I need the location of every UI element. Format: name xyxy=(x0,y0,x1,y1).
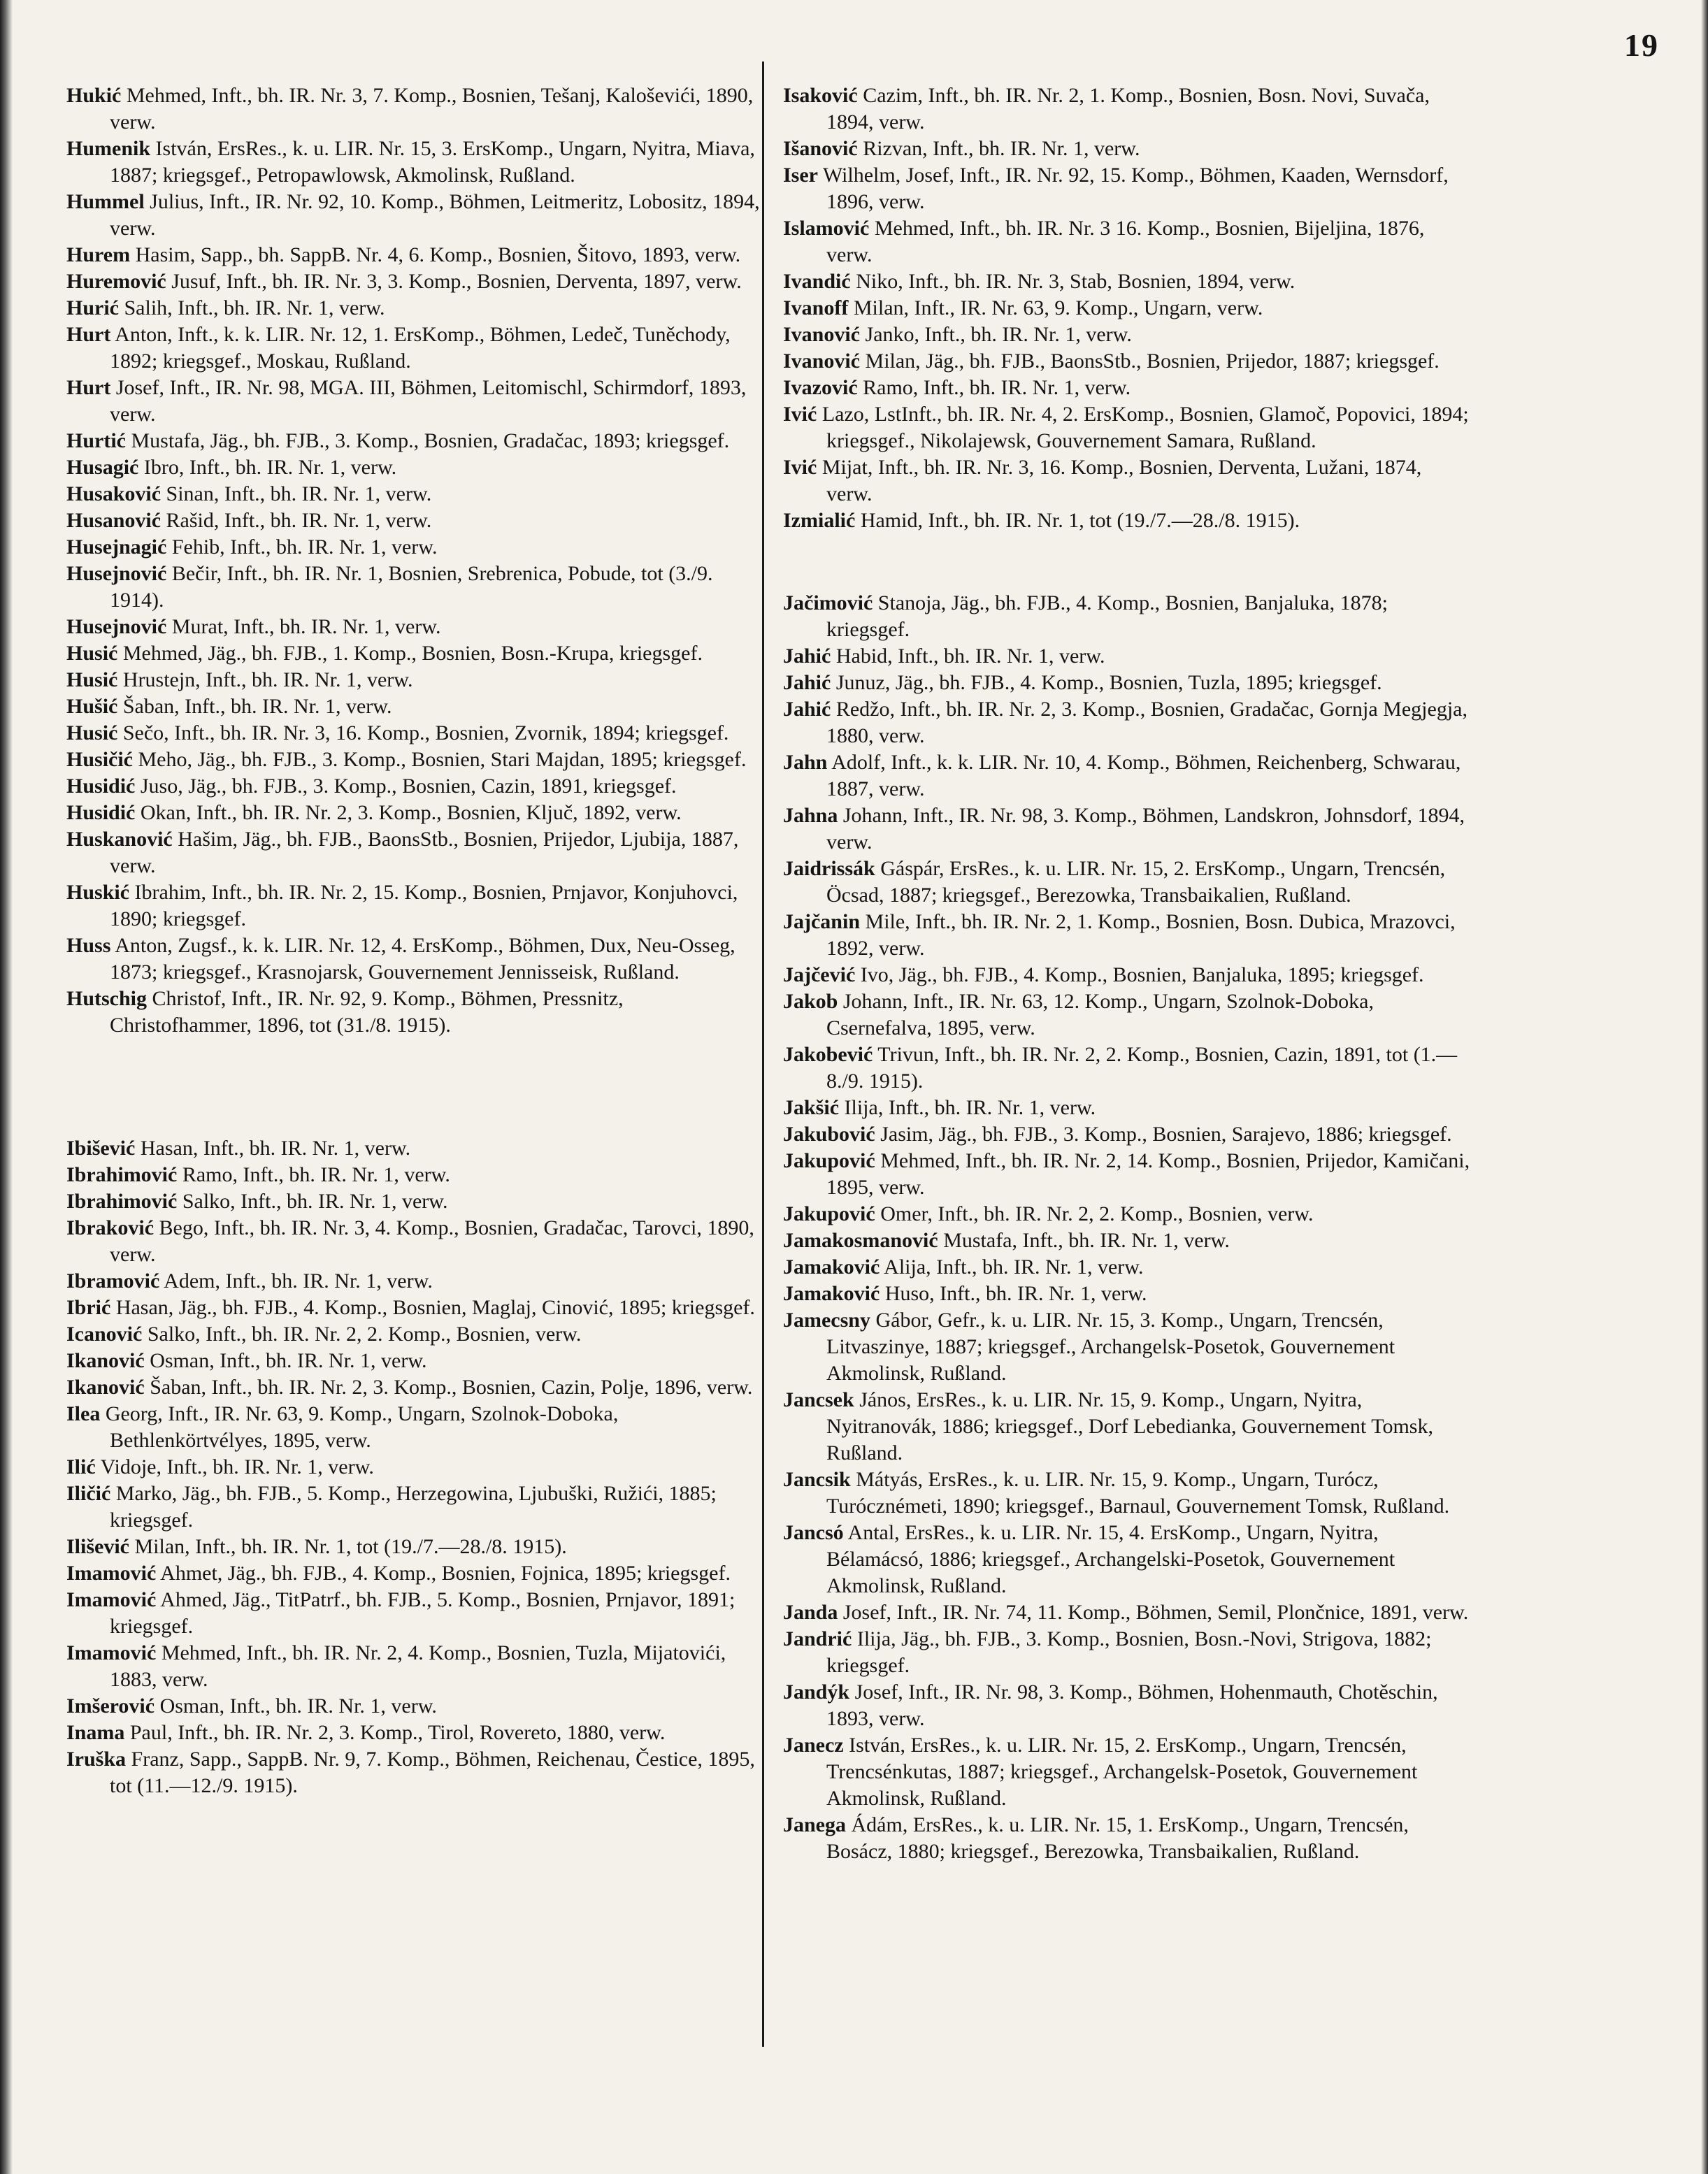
entry-details: Stanoja, Jäg., bh. FJB., 4. Komp., Bosnien, Banjaluka, 1878; kriegsgef. xyxy=(826,591,1388,641)
list-item xyxy=(66,1188,766,1215)
list-item xyxy=(783,1812,1472,1865)
entry-details: Hasan, Jäg., bh. FJB., 4. Komp., Bosnien, Maglaj, Cinović, 1895; kriegsgef. xyxy=(110,1296,755,1319)
list-item xyxy=(783,82,1472,136)
entry-details: Okan, Inft., bh. IR. Nr. 2, 3. Komp., Bosnien, Ključ, 1892, verw. xyxy=(135,801,682,824)
list-item xyxy=(66,667,766,693)
entry-surname: Islamović xyxy=(783,217,870,240)
list-item xyxy=(783,802,1472,856)
entry-surname: Ibraković xyxy=(66,1216,155,1239)
left-entries-h xyxy=(66,82,766,1039)
list-item xyxy=(66,375,766,428)
list-item xyxy=(783,268,1472,295)
list-item xyxy=(783,1599,1472,1626)
entry-details: Georg, Inft., IR. Nr. 63, 9. Komp., Ungarn, Szolnok-Doboka, Bethlenkörtvélyes, 1895, verw. xyxy=(100,1402,619,1452)
entry-surname: Ilić xyxy=(66,1455,96,1478)
entry-surname: Husejnović xyxy=(66,615,167,638)
entry-details: Ahmed, Jäg., TitPatrf., bh. FJB., 5. Komp., Bosnien, Prnjavor, 1891; kriegsgef. xyxy=(110,1588,735,1638)
entry-surname: Jahić xyxy=(783,698,831,721)
list-item xyxy=(783,322,1472,348)
entry-surname: Jamakosmanović xyxy=(783,1229,938,1252)
list-item xyxy=(66,1481,766,1534)
entry-details: Rašid, Inft., bh. IR. Nr. 1, verw. xyxy=(161,509,432,532)
entry-surname: Jakupović xyxy=(783,1202,875,1225)
list-item xyxy=(783,643,1472,670)
entry-surname: Jahna xyxy=(783,804,838,827)
entry-surname: Husidić xyxy=(66,801,136,824)
entry-details: Ádám, ErsRes., k. u. LIR. Nr. 15, 1. ErsKomp., Ungarn, Trencsén, Bosácz, 1880; kriegsgef., Berezowka, Transbaikalien, Rußland. xyxy=(826,1813,1409,1863)
entry-details: Hašim, Jäg., bh. FJB., BaonsStb., Bosnien, Prijedor, Ljubija, 1887, verw. xyxy=(110,828,739,877)
entry-surname: Ibrahimović xyxy=(66,1190,178,1213)
entry-details: Mustafa, Inft., bh. IR. Nr. 1, verw. xyxy=(938,1229,1230,1252)
entry-surname: Ibramović xyxy=(66,1269,160,1293)
entry-details: Salih, Inft., bh. IR. Nr. 1, verw. xyxy=(119,296,385,319)
entry-surname: Huremović xyxy=(66,270,166,293)
entry-details: Mátyás, ErsRes., k. u. LIR. Nr. 15, 9. Komp., Ungarn, Turócz, Turócznémeti, 1890; kriegsgef., Barnaul, Gouvernement Tomsk, Rußland. xyxy=(826,1468,1450,1518)
entry-surname: Jancsik xyxy=(783,1468,851,1491)
list-item xyxy=(66,1534,766,1560)
list-item xyxy=(783,136,1472,162)
entry-details: Habid, Inft., bh. IR. Nr. 1, verw. xyxy=(831,645,1105,668)
entry-details: Šaban, Inft., bh. IR. Nr. 1, verw. xyxy=(117,695,392,718)
list-item xyxy=(66,1295,766,1321)
entry-details: Adolf, Inft., k. k. LIR. Nr. 10, 4. Komp., Böhmen, Reichenberg, Schwarau, 1887, verw. xyxy=(826,751,1461,800)
entry-surname: Ivandić xyxy=(783,270,851,293)
page-right-edge xyxy=(1701,0,1708,2174)
page-number: 19 xyxy=(1624,27,1659,63)
entry-surname: Jahić xyxy=(783,671,831,694)
entry-surname: Jakšić xyxy=(783,1096,840,1119)
list-item xyxy=(66,933,766,986)
entry-surname: Hurem xyxy=(66,243,131,266)
entry-details: Mehmed, Inft., bh. IR. Nr. 3, 7. Komp., Bosnien, Tešanj, Kaloševići, 1890, verw. xyxy=(110,84,754,134)
entry-details: Mijat, Inft., bh. IR. Nr. 3, 16. Komp., Bosnien, Derventa, Lužani, 1874, verw. xyxy=(817,456,1422,505)
entry-surname: Husić xyxy=(66,721,118,744)
entry-details: Salko, Inft., bh. IR. Nr. 2, 2. Komp., Bosnien, verw. xyxy=(142,1323,582,1346)
entry-details: Josef, Inft., IR. Nr. 98, MGA. III, Böhmen, Leitomischl, Schirmdorf, 1893, verw. xyxy=(110,376,747,426)
entry-details: Franz, Sapp., SappB. Nr. 9, 7. Komp., Böhmen, Reichenau, Čestice, 1895, tot (11.—12./9. 1915). xyxy=(110,1748,755,1797)
entry-details: Ahmet, Jäg., bh. FJB., 4. Komp., Bosnien, Fojnica, 1895; kriegsgef. xyxy=(156,1562,731,1585)
entry-surname: Huss xyxy=(66,934,111,957)
entry-surname: Hukić xyxy=(66,84,122,107)
list-item xyxy=(66,1693,766,1720)
entry-details: Marko, Jäg., bh. FJB., 5. Komp., Herzegowina, Ljubuški, Ružići, 1885; kriegsgef. xyxy=(110,1482,717,1532)
entry-details: Rizvan, Inft., bh. IR. Nr. 1, verw. xyxy=(857,137,1140,160)
entry-details: Huso, Inft., bh. IR. Nr. 1, verw. xyxy=(880,1282,1147,1305)
list-item xyxy=(66,1560,766,1587)
entry-surname: Husić xyxy=(66,642,118,665)
list-item xyxy=(783,1626,1472,1679)
list-item xyxy=(66,720,766,747)
entry-details: Mustafa, Jäg., bh. FJB., 3. Komp., Bosnien, Gradačac, 1893; kriegsgef. xyxy=(125,429,730,452)
entry-details: Gábor, Gefr., k. u. LIR. Nr. 15, 3. Komp., Ungarn, Trencsén, Litvaszinye, 1887; kriegsgef., Archangelsk-Posetok, Gouvernement Akmolinsk, Rußland. xyxy=(826,1309,1395,1385)
list-item xyxy=(783,1387,1472,1467)
list-item xyxy=(66,1135,766,1162)
list-item xyxy=(783,375,1472,401)
entry-details: Bečir, Inft., bh. IR. Nr. 1, Bosnien, Srebrenica, Pobude, tot (3./9. 1914). xyxy=(110,562,713,612)
list-item xyxy=(66,1321,766,1348)
list-item xyxy=(783,401,1472,454)
list-item xyxy=(66,1348,766,1374)
list-item xyxy=(66,507,766,534)
entry-surname: Jakubović xyxy=(783,1123,875,1146)
entry-surname: Ilea xyxy=(66,1402,101,1425)
entry-surname: Iruška xyxy=(66,1748,127,1771)
entry-details: Mile, Inft., bh. IR. Nr. 2, 1. Komp., Bosnien, Bosn. Dubica, Mrazovci, 1892, verw. xyxy=(826,910,1456,960)
list-item xyxy=(66,82,766,136)
entry-details: Mehmed, Jäg., bh. FJB., 1. Komp., Bosnien, Bosn.-Krupa, kriegsgef. xyxy=(117,642,703,665)
list-item xyxy=(783,1732,1472,1812)
entry-surname: Hurt xyxy=(66,376,111,399)
entry-details: Johann, Inft., IR. Nr. 63, 12. Komp., Ungarn, Szolnok-Doboka, Csernefalva, 1895, verw. xyxy=(826,990,1374,1039)
entry-details: Sinan, Inft., bh. IR. Nr. 1, verw. xyxy=(161,482,432,505)
entry-surname: Janega xyxy=(783,1813,846,1836)
entry-details: Šaban, Inft., bh. IR. Nr. 2, 3. Komp., Bosnien, Cazin, Polje, 1896, verw. xyxy=(144,1376,753,1399)
list-item xyxy=(66,1374,766,1401)
entry-details: Paul, Inft., bh. IR. Nr. 2, 3. Komp., Tirol, Rovereto, 1880, verw. xyxy=(124,1721,666,1744)
entry-surname: Imamović xyxy=(66,1641,157,1664)
entry-surname: Iser xyxy=(783,164,818,187)
entry-surname: Jamaković xyxy=(783,1255,880,1279)
list-item xyxy=(783,696,1472,749)
entry-details: Salko, Inft., bh. IR. Nr. 1, verw. xyxy=(177,1190,448,1213)
entry-surname: Jakobević xyxy=(783,1043,873,1066)
list-item xyxy=(783,1307,1472,1387)
entry-details: Milan, Jäg., bh. FJB., BaonsStb., Bosnien, Prijedor, 1887; kriegsgef. xyxy=(860,350,1440,373)
entry-surname: Jandrić xyxy=(783,1627,852,1650)
entry-details: Ramo, Inft., bh. IR. Nr. 1, verw. xyxy=(177,1163,450,1186)
list-item xyxy=(66,1640,766,1693)
entry-details: Jasim, Jäg., bh. FJB., 3. Komp., Bosnien, Sarajevo, 1886; kriegsgef. xyxy=(875,1123,1452,1146)
entry-surname: Hutschig xyxy=(66,987,148,1010)
entry-details: Ivo, Jäg., bh. FJB., 4. Komp., Bosnien, Banjaluka, 1895; kriegsgef. xyxy=(855,963,1424,986)
entry-details: Murat, Inft., bh. IR. Nr. 1, verw. xyxy=(166,615,441,638)
entry-surname: Humenik xyxy=(66,137,151,160)
list-item xyxy=(66,534,766,561)
list-item xyxy=(66,481,766,507)
entry-surname: Husaković xyxy=(66,482,162,505)
list-item xyxy=(783,1254,1472,1281)
entry-details: Ibro, Inft., bh. IR. Nr. 1, verw. xyxy=(138,456,397,479)
entry-surname: Janecz xyxy=(783,1734,844,1757)
right-entries-i xyxy=(783,82,1472,534)
entry-surname: Jamaković xyxy=(783,1282,880,1305)
list-item xyxy=(783,215,1472,268)
entry-surname: Inama xyxy=(66,1721,125,1744)
entry-surname: Hurtić xyxy=(66,429,126,452)
entry-surname: Jakob xyxy=(783,990,838,1013)
entry-details: Ilija, Jäg., bh. FJB., 3. Komp., Bosnien, Bosn.-Novi, Strigova, 1882; kriegsgef. xyxy=(826,1627,1432,1677)
entry-details: Meho, Jäg., bh. FJB., 3. Komp., Bosnien, Stari Majdan, 1895; kriegsgef. xyxy=(133,748,747,771)
entry-details: Junuz, Jäg., bh. FJB., 4. Komp., Bosnien, Tuzla, 1895; kriegsgef. xyxy=(831,671,1382,694)
list-item xyxy=(66,268,766,295)
entry-surname: Husejnagić xyxy=(66,535,167,559)
entry-surname: Jahn xyxy=(783,751,828,774)
entry-surname: Imšerović xyxy=(66,1694,155,1718)
section-break xyxy=(783,534,1472,590)
list-item xyxy=(66,1162,766,1188)
entry-details: Lazo, LstInft., bh. IR. Nr. 4, 2. ErsKomp., Bosnien, Glamoč, Popovici, 1894; kriegsgef., Nikolajewsk, Gouvernement Samara, Rußland. xyxy=(817,403,1469,452)
list-item xyxy=(783,1148,1472,1201)
entry-surname: Jancsó xyxy=(783,1521,844,1544)
entry-surname: Husidić xyxy=(66,775,136,798)
entry-surname: Ikanović xyxy=(66,1349,145,1372)
entry-surname: Jačimović xyxy=(783,591,873,614)
entry-details: Osman, Inft., bh. IR. Nr. 1, verw. xyxy=(144,1349,427,1372)
entry-surname: Imamović xyxy=(66,1588,157,1611)
entry-details: Vidoje, Inft., bh. IR. Nr. 1, verw. xyxy=(95,1455,374,1478)
entry-surname: Jahić xyxy=(783,645,831,668)
entry-details: Hrustejn, Inft., bh. IR. Nr. 1, verw. xyxy=(117,668,413,691)
entry-surname: Hurić xyxy=(66,296,119,319)
list-item xyxy=(783,162,1472,215)
right-column xyxy=(783,82,1472,1865)
list-item xyxy=(783,1520,1472,1599)
entry-details: Cazim, Inft., bh. IR. Nr. 2, 1. Komp., Bosnien, Bosn. Novi, Suvača, 1894, verw. xyxy=(826,84,1430,134)
list-item xyxy=(66,295,766,322)
list-item xyxy=(66,640,766,667)
entry-surname: Hummel xyxy=(66,190,145,213)
section-break xyxy=(66,1039,766,1135)
entry-details: Alija, Inft., bh. IR. Nr. 1, verw. xyxy=(880,1255,1144,1279)
list-item xyxy=(66,986,766,1039)
list-item xyxy=(66,1454,766,1481)
entry-details: István, ErsRes., k. u. LIR. Nr. 15, 2. ErsKomp., Ungarn, Trencsén, Trencsénkutas, 1887; kriegsgef., Archangelsk-Posetok, Gouvernement Akmolinsk, Rußland. xyxy=(826,1734,1418,1810)
entry-surname: Huskanović xyxy=(66,828,173,851)
list-item xyxy=(783,749,1472,802)
entry-details: Wilhelm, Josef, Inft., IR. Nr. 92, 15. Komp., Böhmen, Kaaden, Wernsdorf, 1896, verw. xyxy=(817,164,1449,213)
entry-surname: Ivanoff xyxy=(783,296,849,319)
entry-details: Osman, Inft., bh. IR. Nr. 1, verw. xyxy=(155,1694,437,1718)
entry-details: Trivun, Inft., bh. IR. Nr. 2, 2. Komp., Bosnien, Cazin, 1891, tot (1.—8./9. 1915). xyxy=(826,1043,1458,1093)
entry-surname: Ibrić xyxy=(66,1296,111,1319)
list-item xyxy=(783,507,1472,534)
entry-surname: Ikanović xyxy=(66,1376,145,1399)
list-item xyxy=(66,189,766,242)
page-left-edge xyxy=(0,0,13,2174)
entry-details: Anton, Inft., k. k. LIR. Nr. 12, 1. ErsKomp., Böhmen, Ledeč, Tuněchody, 1892; kriegsgef., Moskau, Rußland. xyxy=(110,323,731,373)
entry-surname: Ivazović xyxy=(783,376,858,399)
entry-surname: Jancsek xyxy=(783,1388,854,1411)
entry-details: Ramo, Inft., bh. IR. Nr. 1, verw. xyxy=(857,376,1131,399)
entry-surname: Ivić xyxy=(783,403,817,426)
entry-surname: Huskić xyxy=(66,881,130,904)
list-item xyxy=(66,747,766,773)
entry-surname: Ivić xyxy=(783,456,817,479)
list-item xyxy=(783,962,1472,988)
list-item xyxy=(783,1095,1472,1121)
entry-surname: Ibišević xyxy=(66,1137,136,1160)
entry-surname: Husagić xyxy=(66,456,139,479)
entry-details: Milan, Inft., bh. IR. Nr. 1, tot (19./7.—28./8. 1915). xyxy=(129,1535,567,1558)
entry-details: Hamid, Inft., bh. IR. Nr. 1, tot (19./7.—28./8. 1915). xyxy=(855,509,1300,532)
list-item xyxy=(66,136,766,189)
list-item xyxy=(66,561,766,614)
entry-surname: Jaidrissák xyxy=(783,857,875,880)
entry-details: Anton, Zugsf., k. k. LIR. Nr. 12, 4. ErsKomp., Böhmen, Dux, Neu-Osseg, 1873; kriegsgef., Krasnojarsk, Gouvernement Jennisseisk, Rußland. xyxy=(110,934,735,984)
list-item xyxy=(783,1042,1472,1095)
entry-details: János, ErsRes., k. u. LIR. Nr. 15, 9. Komp., Ungarn, Nyitra, Nyitranovák, 1886; kriegsgef., Dorf Lebedianka, Gouvernement Tomsk, Rußland. xyxy=(826,1388,1433,1464)
list-item xyxy=(783,856,1472,909)
entry-surname: Ivanović xyxy=(783,350,861,373)
entry-surname: Ibrahimović xyxy=(66,1163,178,1186)
list-item xyxy=(66,1401,766,1454)
entry-details: Omer, Inft., bh. IR. Nr. 2, 2. Komp., Bosnien, verw. xyxy=(875,1202,1314,1225)
entry-surname: Jandýk xyxy=(783,1680,850,1704)
list-item xyxy=(783,909,1472,962)
list-item xyxy=(66,826,766,879)
list-item xyxy=(66,773,766,800)
entry-surname: Husanović xyxy=(66,509,162,532)
list-item xyxy=(783,1281,1472,1307)
left-entries-i xyxy=(66,1135,766,1799)
list-item xyxy=(783,454,1472,507)
entry-details: Janko, Inft., bh. IR. Nr. 1, verw. xyxy=(860,323,1132,346)
entry-details: Adem, Inft., bh. IR. Nr. 1, verw. xyxy=(159,1269,433,1293)
list-item xyxy=(783,1467,1472,1520)
list-item xyxy=(783,590,1472,643)
entry-surname: Jamecsny xyxy=(783,1309,870,1332)
entry-details: Sečo, Inft., bh. IR. Nr. 3, 16. Komp., Bosnien, Zvornik, 1894; kriegsgef. xyxy=(117,721,729,744)
entry-details: Christof, Inft., IR. Nr. 92, 9. Komp., Böhmen, Pressnitz, Christofhammer, 1896, tot (31./8. 1915). xyxy=(110,987,624,1037)
entry-details: Fehib, Inft., bh. IR. Nr. 1, verw. xyxy=(166,535,438,559)
entry-details: Bego, Inft., bh. IR. Nr. 3, 4. Komp., Bosnien, Gradačac, Tarovci, 1890, verw. xyxy=(110,1216,754,1266)
entry-surname: Ilišević xyxy=(66,1535,129,1558)
list-item xyxy=(66,1587,766,1640)
list-item xyxy=(66,800,766,826)
entry-surname: Husić xyxy=(66,668,118,691)
entry-surname: Isaković xyxy=(783,84,858,107)
list-item xyxy=(66,693,766,720)
entry-details: Antal, ErsRes., k. u. LIR. Nr. 15, 4. ErsKomp., Ungarn, Nyitra, Bélamácsó, 1886; kriegsgef., Archangelski-Posetok, Gouvernement Akmolinsk, Rußland. xyxy=(826,1521,1395,1597)
list-item xyxy=(783,1228,1472,1254)
list-item xyxy=(783,988,1472,1042)
entry-details: István, ErsRes., k. u. LIR. Nr. 15, 3. ErsKomp., Ungarn, Nyitra, Miava, 1887; kriegsgef., Petropawlowsk, Akmolinsk, Rußland. xyxy=(110,137,755,187)
list-item xyxy=(66,428,766,454)
list-item xyxy=(66,1720,766,1746)
list-item xyxy=(783,295,1472,322)
entry-surname: Husičić xyxy=(66,748,133,771)
entry-details: Gáspár, ErsRes., k. u. LIR. Nr. 15, 2. ErsKomp., Ungarn, Trencsén, Öcsad, 1887; kriegsgef., Berezowka, Transbaikalien, Rußland. xyxy=(826,857,1446,907)
column-divider xyxy=(762,62,764,2047)
entry-details: Josef, Inft., IR. Nr. 98, 3. Komp., Böhmen, Hohenmauth, Chotěschin, 1893, verw. xyxy=(826,1680,1438,1730)
list-item xyxy=(783,1201,1472,1228)
entry-details: Hasan, Inft., bh. IR. Nr. 1, verw. xyxy=(135,1137,411,1160)
entry-surname: Jakupović xyxy=(783,1149,875,1172)
entry-details: Johann, Inft., IR. Nr. 98, 3. Komp., Böhmen, Landskron, Johnsdorf, 1894, verw. xyxy=(826,804,1465,854)
entry-surname: Išanović xyxy=(783,137,858,160)
list-item xyxy=(66,614,766,640)
entry-surname: Jajčanin xyxy=(783,910,861,933)
entry-details: Hasim, Sapp., bh. SappB. Nr. 4, 6. Komp., Bosnien, Šitovo, 1893, verw. xyxy=(130,243,741,266)
entry-details: Redžo, Inft., bh. IR. Nr. 2, 3. Komp., Bosnien, Gradačac, Gornja Megjegja, 1880, verw. xyxy=(826,698,1467,747)
entry-surname: Janda xyxy=(783,1601,838,1624)
entry-details: Mehmed, Inft., bh. IR. Nr. 2, 14. Komp., Bosnien, Prijedor, Kamičani, 1895, verw. xyxy=(826,1149,1470,1199)
entry-surname: Izmialić xyxy=(783,509,856,532)
entry-surname: Hurt xyxy=(66,323,111,346)
left-column xyxy=(66,82,766,1799)
list-item xyxy=(66,879,766,933)
list-item xyxy=(66,1746,766,1799)
entry-details: Julius, Inft., IR. Nr. 92, 10. Komp., Böhmen, Leitmeritz, Lobositz, 1894, verw. xyxy=(110,190,760,240)
entry-details: Ibrahim, Inft., bh. IR. Nr. 2, 15. Komp., Bosnien, Prnjavor, Konjuhovci, 1890; kriegsgef. xyxy=(110,881,738,930)
entry-details: Milan, Inft., IR. Nr. 63, 9. Komp., Ungarn, verw. xyxy=(848,296,1263,319)
list-item xyxy=(783,670,1472,696)
entry-details: Mehmed, Inft., bh. IR. Nr. 3 16. Komp., Bosnien, Bijeljina, 1876, verw. xyxy=(826,217,1425,266)
entry-details: Mehmed, Inft., bh. IR. Nr. 2, 4. Komp., Bosnien, Tuzla, Mijatovići, 1883, verw. xyxy=(110,1641,726,1691)
list-item xyxy=(66,322,766,375)
right-entries-j xyxy=(783,590,1472,1865)
entry-surname: Iličić xyxy=(66,1482,111,1505)
list-item xyxy=(783,1121,1472,1148)
entry-details: Juso, Jäg., bh. FJB., 3. Komp., Bosnien, Cazin, 1891, kriegsgef. xyxy=(135,775,677,798)
list-item xyxy=(783,1679,1472,1732)
entry-surname: Husejnović xyxy=(66,562,167,585)
entry-details: Niko, Inft., bh. IR. Nr. 3, Stab, Bosnien, 1894, verw. xyxy=(850,270,1296,293)
entry-surname: Hušić xyxy=(66,695,118,718)
entry-details: Josef, Inft., IR. Nr. 74, 11. Komp., Böhmen, Semil, Plončnice, 1891, verw. xyxy=(838,1601,1469,1624)
entry-surname: Imamović xyxy=(66,1562,157,1585)
entry-surname: Icanović xyxy=(66,1323,143,1346)
entry-details: Ilija, Inft., bh. IR. Nr. 1, verw. xyxy=(839,1096,1096,1119)
entry-surname: Ivanović xyxy=(783,323,861,346)
entry-details: Jusuf, Inft., bh. IR. Nr. 3, 3. Komp., Bosnien, Derventa, 1897, verw. xyxy=(166,270,742,293)
list-item xyxy=(66,242,766,268)
list-item xyxy=(66,1215,766,1268)
list-item xyxy=(783,348,1472,375)
list-item xyxy=(66,454,766,481)
list-item xyxy=(66,1268,766,1295)
entry-surname: Jajčević xyxy=(783,963,856,986)
